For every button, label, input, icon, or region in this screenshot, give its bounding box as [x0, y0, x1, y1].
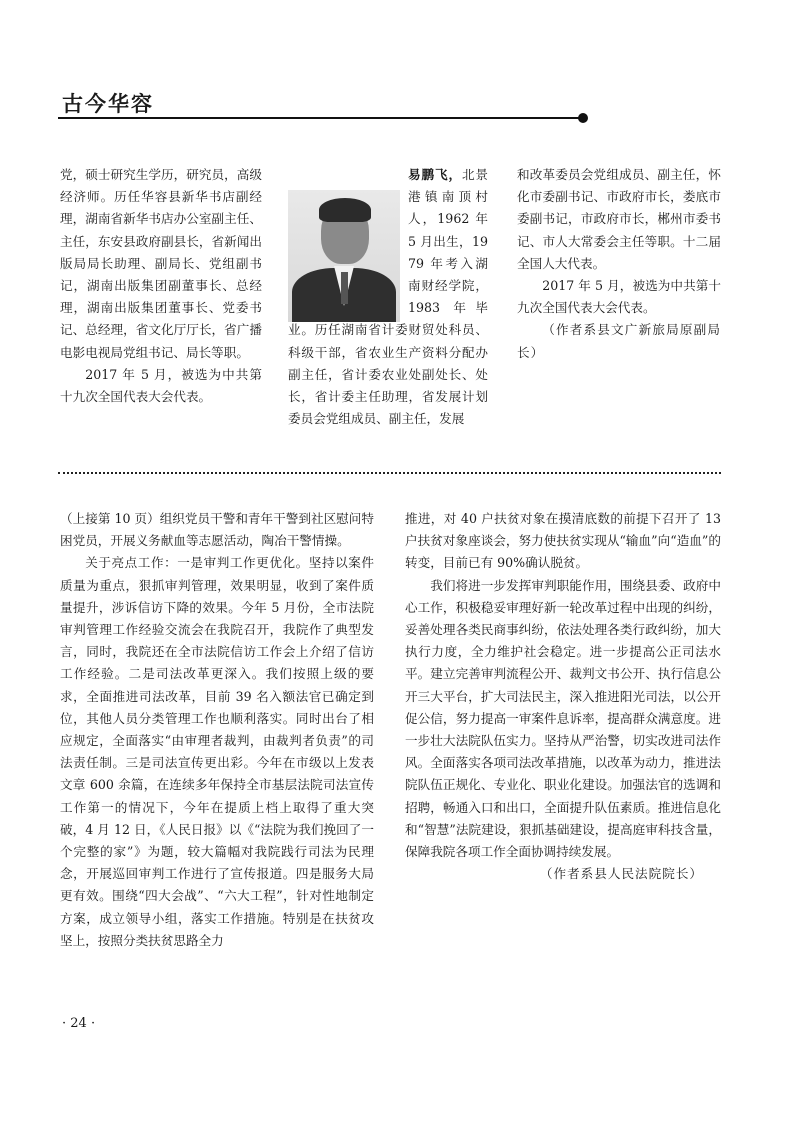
portrait-photo	[288, 190, 400, 322]
header-dot	[578, 113, 588, 123]
article-paragraph: 关于亮点工作：一是审判工作更优化。坚持以案件质量为重点，狠抓审判管理，效果明显，收到了案件质量提升，涉诉信访下降的效果。今年 5 月份，全市法院审判管理工作经验交流会在我院召开，我院作了典型发言，同时，我院还在全市法院信访工作会上介绍了信访工作经验。二是司法改革更深入。我们按照上级的要求，全面推进司法改革，目前 39 名入额法官已确定到位，其他人员分类管理工作也顺利落实。同时出台了相应规定，全面落实“由审理者裁判，由裁判者负责”的司法责任制。三是司法宣传更出彩。今年在市级以上发表文章 600 余篇，在连续多年保持全市基层法院司法宣传工作第一的情况下，今年在提质上档上取得了重大突破，4 月 12 日，《人民日报》以《“法院为我们挽回了一个完整的家”》为题，较大篇幅对我院践行司法为民理念，开展巡回审判工作进行了宣传报道。四是服务大局更有效。围绕“四大会战”、“六大工程”，针对性地制定方案，成立领导小组，落实工作措施。特别是在扶贫攻坚上，按照分类扶贫思路全力	[60, 555, 374, 948]
bio-text-intro: 北景港镇南顶村人，1962 年 5 月出生，1979 年考入湖南财经学院，1983 年毕业。历任湖南省计委财贸处科员、科级干部，省农业生产资料分配办副主任，省计委农业处副处长、处长，省计委主任助理，省发展计划委员会党组成员、副主任，发展	[288, 167, 489, 427]
dotted-divider	[58, 472, 721, 474]
article-paragraph: 推进，对 40 户扶贫对象在摸清底数的前提下召开了 13 户扶贫对象座谈会，努力使扶贫实现从“输血”向“造血”的转变，目前已有 90%确认脱贫。	[405, 511, 721, 571]
bio-paragraph: 2017 年 5 月，被选为中共第十九次全国代表大会代表。	[60, 366, 262, 405]
bio-paragraph: 党，硕士研究生学历，研究员，高级经济师。历任华容县新华书店副经理，湖南省新华书店办公室副主任、主任，东安县政府副县长，省新闻出版局局长助理、副局长、党组副书记，湖南出版集团副董事长、总经理，湖南出版集团董事长、党委书记、总经理，省文化厅厅长，省广播电影电视局党组书记、局长等职。	[60, 167, 262, 360]
person-name: 易鹏飞，	[408, 167, 462, 182]
bio-paragraph: 2017 年 5 月，被选为中共第十九次全国代表大会代表。	[517, 278, 721, 316]
top-right-column	[517, 164, 721, 364]
section-title: 古今华容	[62, 91, 154, 116]
page-number: · 24 ·	[62, 1016, 96, 1031]
bottom-right-column	[405, 508, 721, 885]
top-left-column	[60, 164, 262, 408]
article-paragraph: （上接第 10 页）组织党员干警和青年干警到社区慰问特困党员，开展义务献血等志愿活动，陶冶干警情操。	[60, 511, 374, 549]
bio-paragraph: 和改革委员会党组成员、副主任，怀化市委副书记、市政府市长，娄底市委副书记，市政府市长，郴州市委书记、市人大常委会主任等职。十二届全国人大代表。	[517, 167, 721, 271]
author-note: （作者系县文广新旅局原副局长）	[517, 322, 721, 360]
bottom-left-column	[60, 508, 374, 952]
author-note: （作者系县人民法院院长）	[539, 866, 703, 882]
header-rule	[58, 117, 580, 119]
article-paragraph: 我们将进一步发挥审判职能作用，围绕县委、政府中心工作，积极稳妥审理好新一轮改革过程中出现的纠纷，妥善处理各类民商事纠纷，依法处理各类行政纠纷，加大执行力度，全力维护社会稳定。进一步提高公正司法水平。建立完善审判流程公开、裁判文书公开、执行信息公开三大平台，扩大司法民主，深入推进阳光司法，以公开促公信，努力提高一审案件息诉率，提高群众满意度。进一步壮大法院队伍实力。坚持从严治警，切实改进司法作风。全面落实各项司法改革措施，以改革为动力，推进法院队伍正规化、专业化、职业化建设。加强法官的选调和招聘，畅通入口和出口，全面提升队伍素质。推进信息化和“智慧”法院建设，狠抓基础建设，提高庭审科技含量，保障我院各项工作全面协调持续发展。	[405, 577, 721, 860]
